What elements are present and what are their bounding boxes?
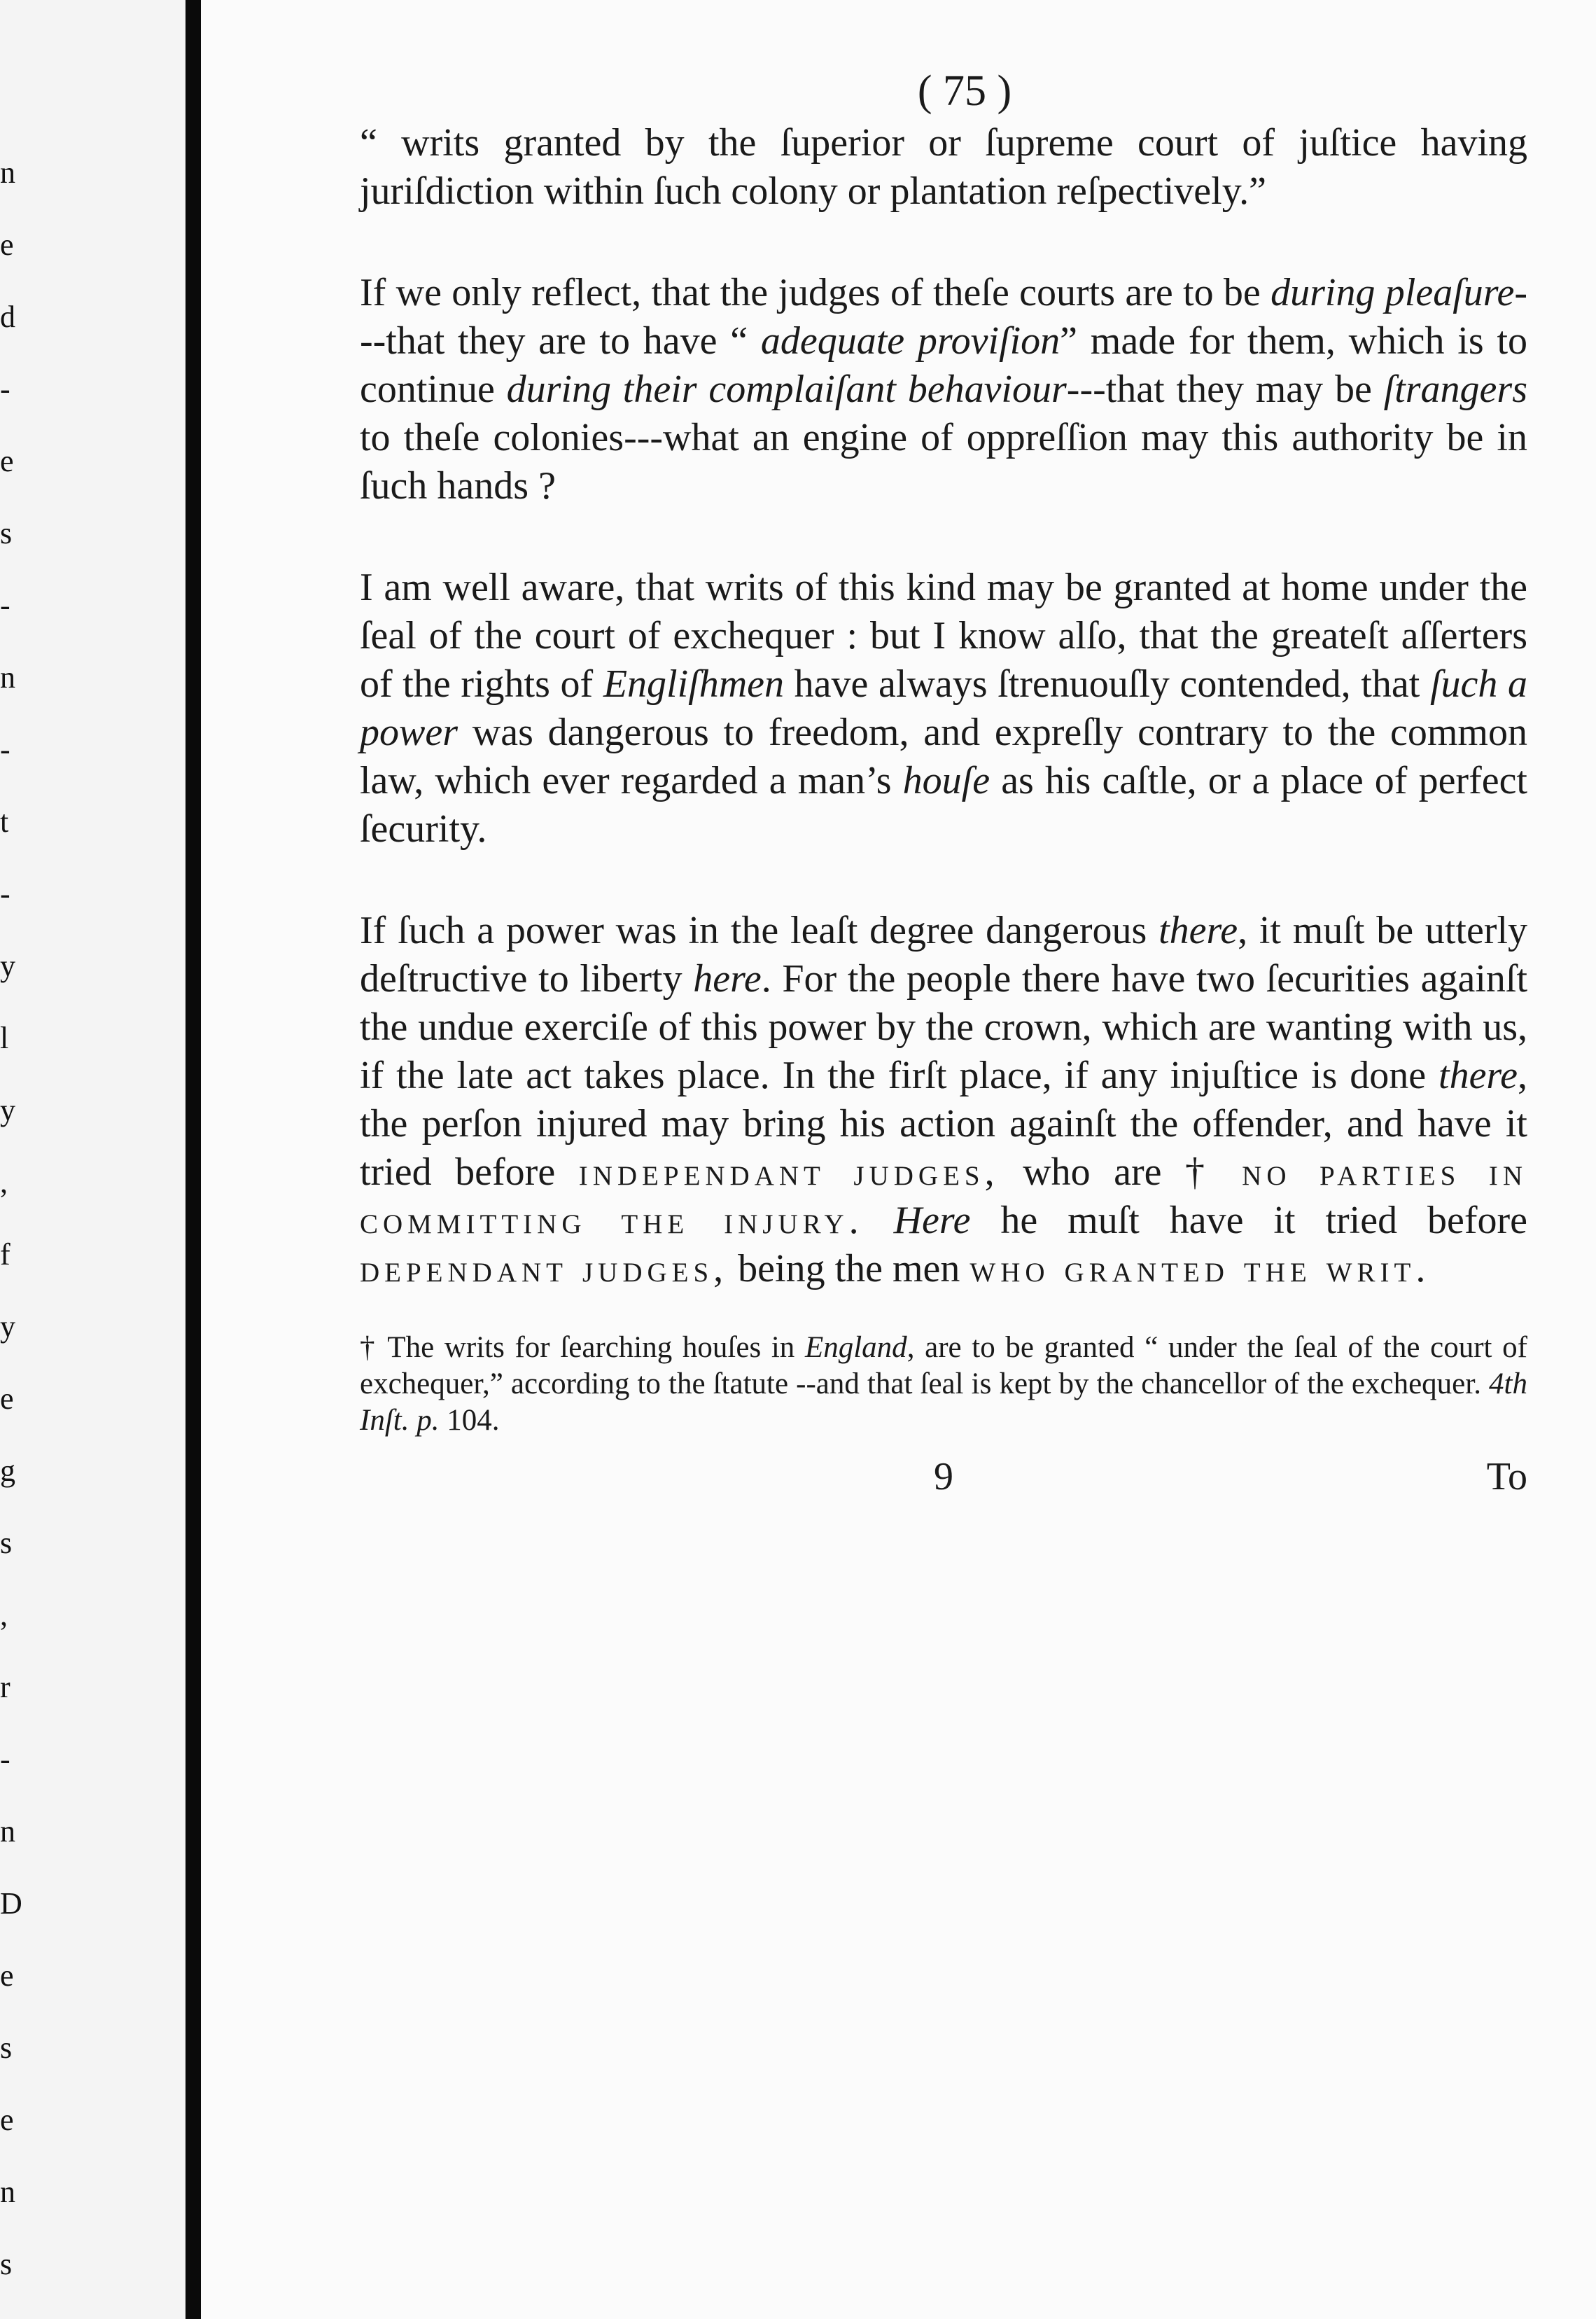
facing-page-letter: , bbox=[0, 1165, 8, 1199]
facing-page-letter: f bbox=[0, 1237, 10, 1272]
facing-page-letter: r bbox=[0, 1670, 10, 1704]
footnote-separator bbox=[360, 1293, 1527, 1330]
facing-page-letter: y bbox=[0, 1309, 15, 1344]
facing-page-edge bbox=[0, 0, 186, 2319]
text-run: as his caſtle, or a place of perfect ſecurity. bbox=[360, 759, 1527, 851]
book-page bbox=[201, 0, 1596, 2319]
facing-page-letter: - bbox=[0, 1742, 10, 1776]
italic-text: ſuch a power bbox=[360, 662, 1527, 754]
italic-text: during their complaiſant behaviour bbox=[506, 368, 1067, 411]
facing-page-letter: g bbox=[0, 1454, 15, 1488]
facing-page-letter: e bbox=[0, 2103, 14, 2137]
text-run: If we only reflect, that the judges of theſe courts are to be bbox=[360, 271, 1271, 314]
facing-page-letter: y bbox=[0, 949, 15, 983]
text-run: , the perſon injured may bring his action againſt the offender, and have it tried before bbox=[360, 1054, 1527, 1194]
book-gutter bbox=[186, 0, 201, 2319]
facing-page-letter: - bbox=[0, 877, 10, 911]
italic-text: houſe bbox=[902, 759, 990, 802]
facing-page-letter: s bbox=[0, 1526, 13, 1560]
facing-page-letter: n bbox=[0, 1814, 15, 1848]
italic-text: there bbox=[1438, 1054, 1518, 1097]
facing-page-letter: y bbox=[0, 1093, 15, 1127]
page-foot bbox=[360, 1454, 1527, 1503]
text-run: , are to be granted “ under the ſeal of the court of exchequer,” according to the ſtatute --and that ſeal is kept by the chancellor of the exchequer. bbox=[360, 1331, 1527, 1400]
body-text bbox=[360, 119, 1527, 1293]
small-caps-text: no parties in committing the injury. bbox=[360, 1150, 1527, 1242]
small-caps-text: dependant judges, bbox=[360, 1247, 729, 1290]
paragraph bbox=[360, 119, 1527, 216]
text-run: ---that they are to have “ bbox=[360, 271, 1527, 363]
facing-page-letter: n bbox=[0, 660, 15, 695]
text-run: was dangerous to freedom, and expreſly contrary to the common law, which ever regarded a man’s bbox=[360, 711, 1527, 802]
facing-page-letter: l bbox=[0, 1021, 9, 1055]
facing-page-margin-text bbox=[0, 0, 28, 2319]
facing-page-letter: - bbox=[0, 372, 10, 406]
text-run: to theſe colonies---what an engine of oppreſſion may this authority be in ſuch hands ? bbox=[360, 416, 1527, 508]
paragraph bbox=[360, 269, 1527, 510]
italic-text: during pleaſure bbox=[1270, 271, 1515, 314]
text-run: ---that they may be bbox=[1066, 368, 1384, 411]
page-content bbox=[360, 63, 1527, 1503]
paragraph bbox=[360, 907, 1527, 1293]
facing-page-letter: e bbox=[0, 1381, 14, 1416]
signature-mark: 9 bbox=[934, 1455, 953, 1498]
facing-page-letter: s bbox=[0, 2247, 13, 2281]
facing-page-letter: s bbox=[0, 516, 13, 550]
italic-text: Here bbox=[893, 1199, 971, 1242]
italic-text: 4th Inſt. p. bbox=[360, 1367, 1527, 1437]
text-run: If ſuch a power was in the leaſt degree dangerous bbox=[360, 909, 1159, 952]
text-run: “ writs granted by the ſuperior or ſupreme court of juſtice having juriſdiction within ſuch colony or plantation reſpectively.” bbox=[360, 121, 1527, 213]
italic-text: England bbox=[804, 1331, 907, 1364]
text-run bbox=[864, 1199, 894, 1242]
facing-page-letter: - bbox=[0, 588, 10, 622]
facing-page-letter: n bbox=[0, 155, 15, 190]
facing-page-letter: D bbox=[0, 1886, 22, 1921]
text-run: have always ſtrenuouſly contended, that bbox=[784, 662, 1430, 706]
facing-page-letter: s bbox=[0, 2031, 13, 2065]
text-run: , it muſt be utterly deſtructive to liberty bbox=[360, 909, 1528, 1001]
text-run: who are † bbox=[999, 1150, 1242, 1194]
italic-text: Engliſhmen bbox=[603, 662, 785, 706]
catchword: To bbox=[1486, 1455, 1527, 1498]
facing-page-letter: e bbox=[0, 228, 14, 262]
page-number: ( 75 ) bbox=[917, 67, 1012, 115]
facing-page-letter: e bbox=[0, 1958, 14, 1993]
italic-text: ſtrangers bbox=[1383, 368, 1527, 411]
small-caps-text: who granted the writ. bbox=[969, 1247, 1431, 1290]
text-run: 104. bbox=[439, 1404, 500, 1437]
text-run: . For the people there have two ſecurities againſt the undue exerciſe of this power by the crown, which are wanting with us, if the late act takes place. In the firſt place, if any injuſtice is done bbox=[360, 957, 1528, 1097]
italic-text: here bbox=[693, 957, 762, 1001]
facing-page-letter: - bbox=[0, 732, 10, 767]
text-run: he muſt have it tried before bbox=[970, 1199, 1528, 1242]
facing-page-letter: d bbox=[0, 300, 15, 334]
text-run: ” made for them, which is to continue bbox=[360, 319, 1527, 411]
text-run: † The writs for ſearching houſes in bbox=[360, 1331, 805, 1364]
footnote bbox=[360, 1330, 1527, 1439]
facing-page-letter: e bbox=[0, 444, 14, 478]
text-run: I am well aware, that writs of this kind may be granted at home under the ſeal of the court of exchequer : but I know alſo, that the greateſt aſſerters of the rights of bbox=[360, 566, 1527, 706]
facing-page-letter: , bbox=[0, 1598, 8, 1632]
italic-text: adequate proviſion bbox=[760, 319, 1060, 363]
text-run: being the men bbox=[728, 1247, 970, 1290]
facing-page-letter: t bbox=[0, 805, 9, 839]
paragraph bbox=[360, 564, 1527, 854]
facing-page-letter: n bbox=[0, 2175, 15, 2209]
small-caps-text: independant judges, bbox=[578, 1150, 1000, 1194]
italic-text: there bbox=[1158, 909, 1238, 952]
